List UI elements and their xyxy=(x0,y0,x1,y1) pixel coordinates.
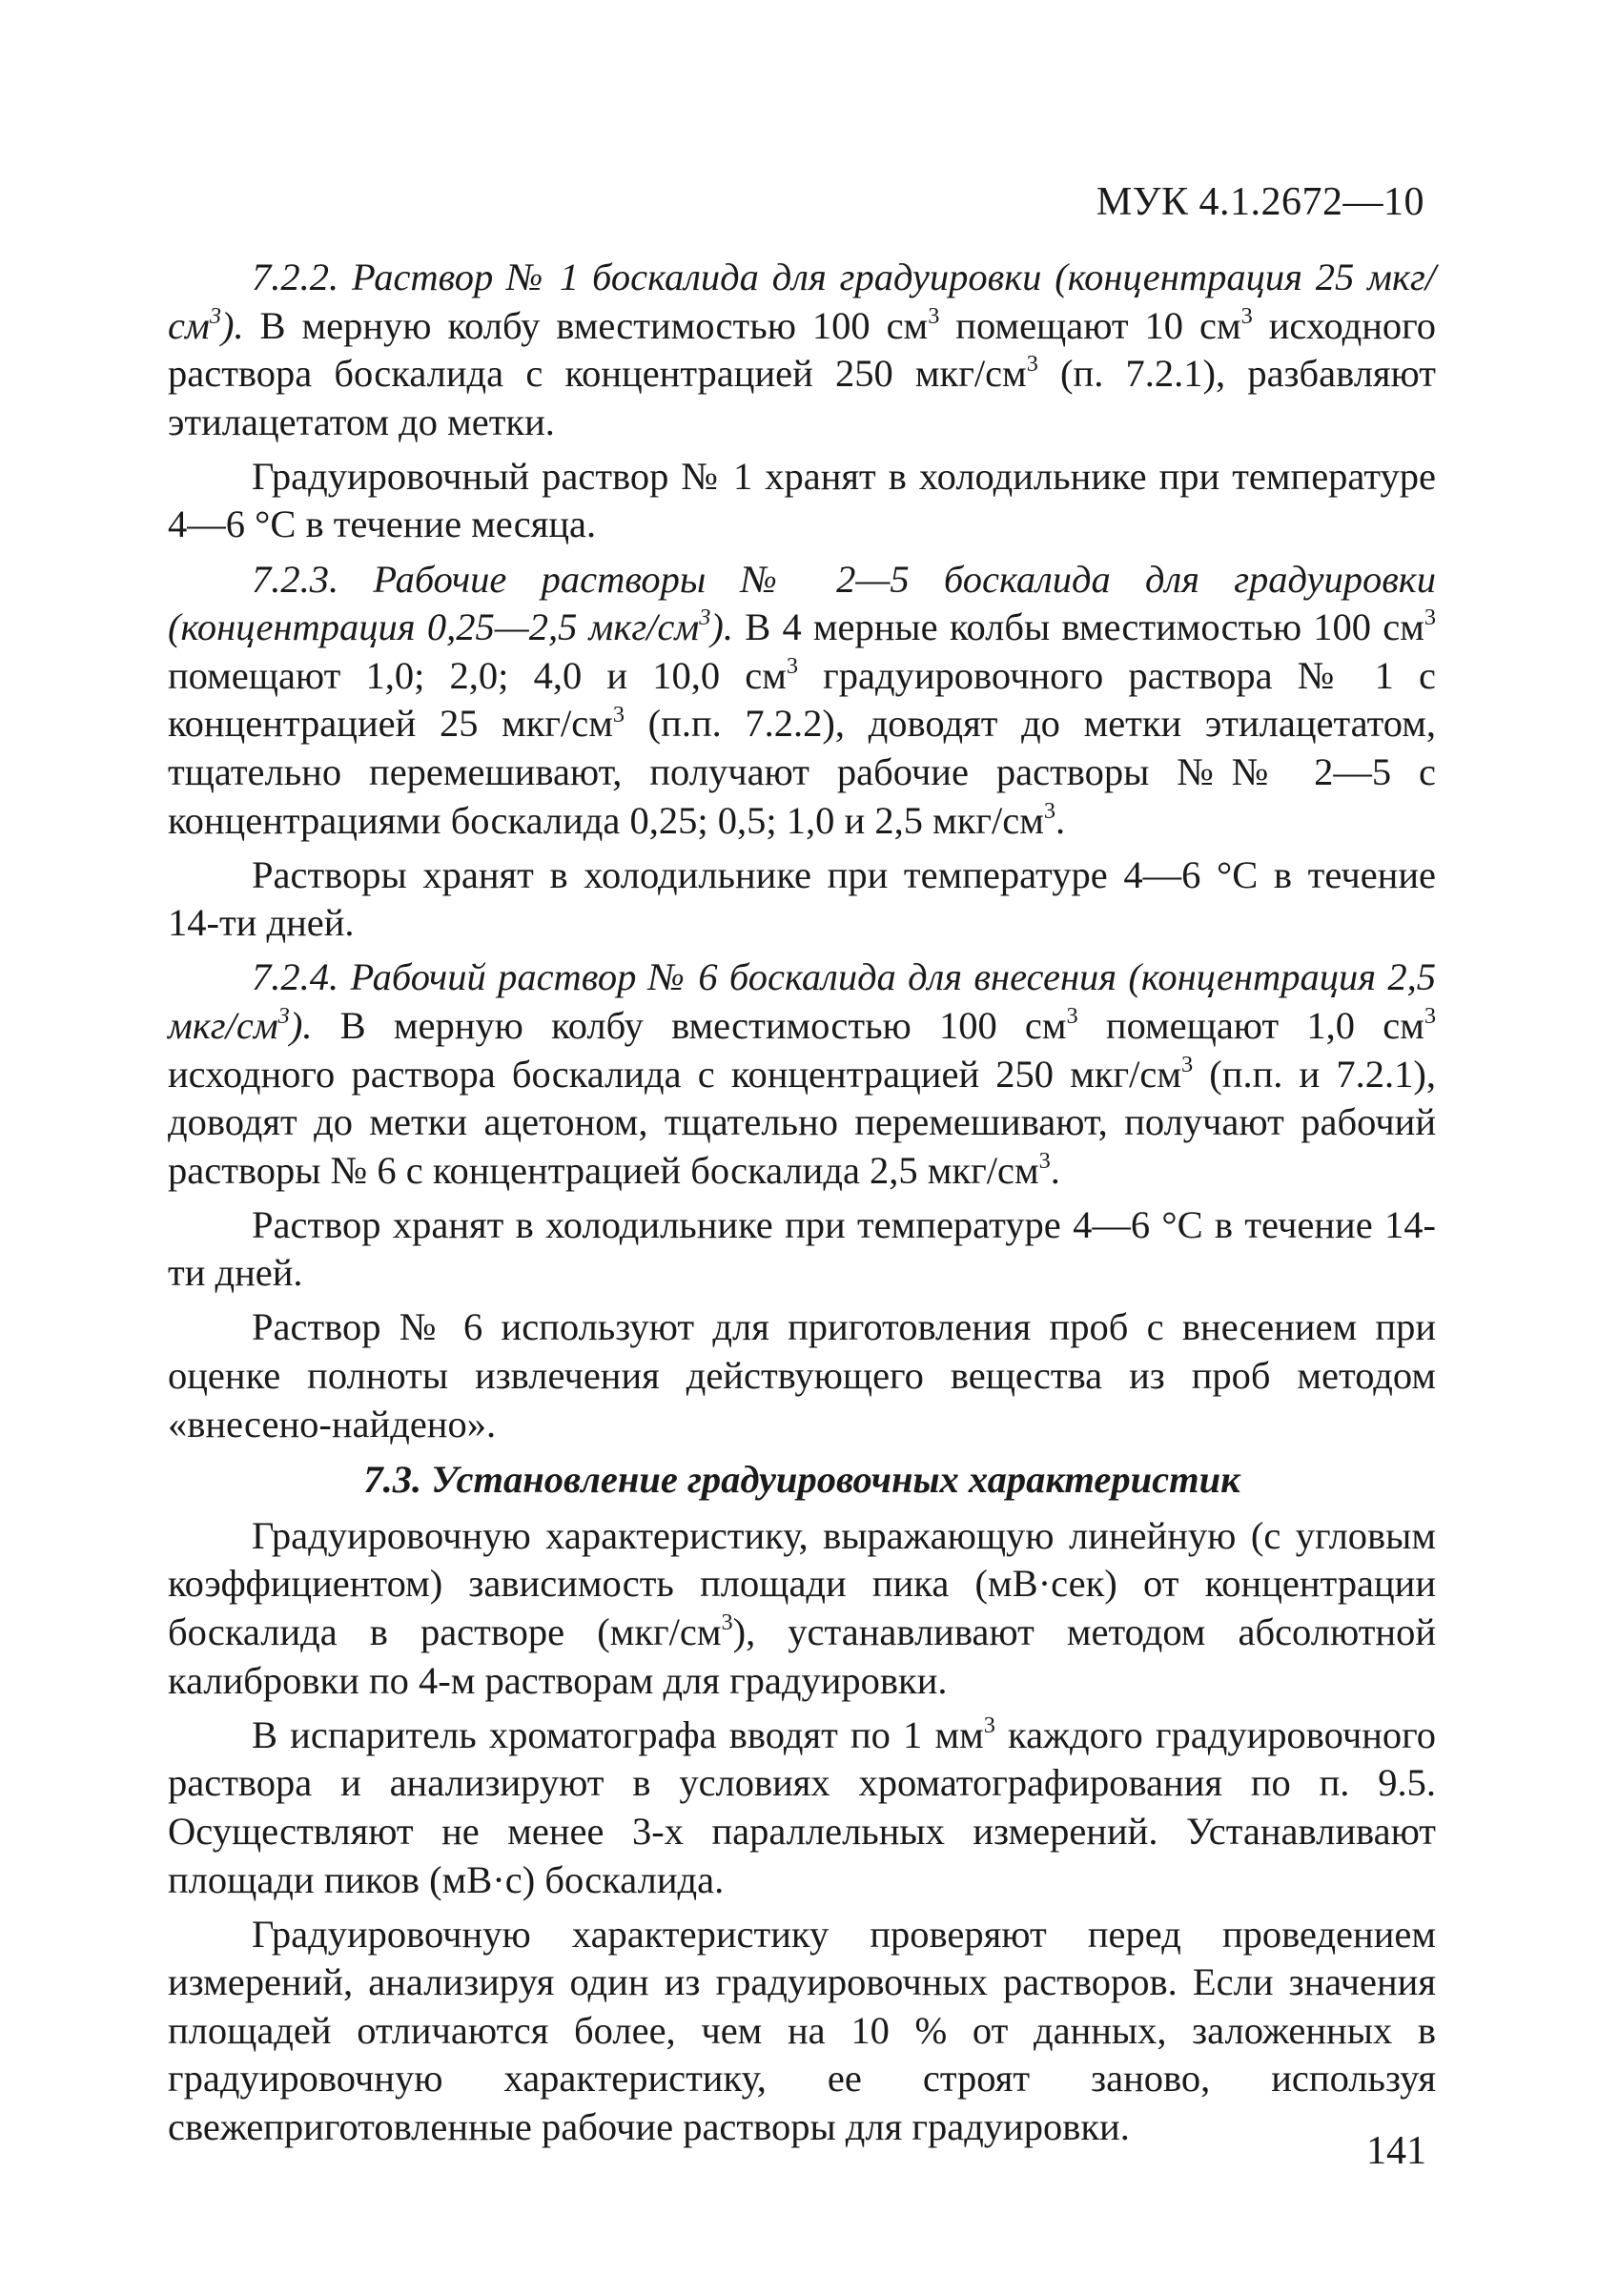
superscript: 3 xyxy=(721,1609,733,1636)
text-run: В 4 мерные колбы вместимостью 100 см xyxy=(733,605,1424,649)
superscript: 3 xyxy=(699,605,711,631)
superscript: 3 xyxy=(1180,1051,1194,1077)
superscript: 3 xyxy=(277,1003,290,1030)
paragraph-verification: Градуировочную характеристику проверяют перед проведением измерений, анализируя один из градуировочных растворов. Если значения площадей отличаются более, чем на 10 % от данных, заложенных в градуировочную характеристику, ее строят заново, используя свежеприготовленные рабочие растворы для градуировки. xyxy=(168,1912,1436,2148)
section-heading-7-3 xyxy=(168,1456,1436,1505)
text-run: В мерную колбу вместимостью 100 см xyxy=(243,303,929,347)
text-run: В мерную колбу вместимостью 100 см xyxy=(312,1003,1067,1047)
superscript: 3 xyxy=(1240,302,1253,329)
paragraph-storage-3: Раствор хранят в холодильнике при температуре 4—6 °С в течение 14-ти дней. xyxy=(168,1202,1436,1295)
superscript: 3 xyxy=(786,652,798,679)
paragraph-7-2-2 xyxy=(168,254,1436,446)
subsection-number: 7.2.3. xyxy=(252,557,339,601)
text-run: . xyxy=(1055,798,1066,842)
paragraph-injection xyxy=(168,1712,1436,1904)
text-run: помещают 1,0; 2,0; 4,0 и 10,0 см xyxy=(168,653,787,697)
superscript: 3 xyxy=(983,1712,995,1738)
subsection-number: 7.2.4. xyxy=(252,955,339,999)
page-number: 141 xyxy=(1366,2129,1426,2173)
paragraph-characteristic xyxy=(168,1512,1436,1705)
text-run: ), устанавливают методом абсолютной калибровки по 4-м растворам для градуировки. xyxy=(168,1610,1436,1702)
text-run: каждого градуировочного раствора и анализируют в условиях хроматографирования по п. 9.5. Осуществляют не менее 3-х параллельных измерений. Устанавливают площади пиков (мВ·с) боскалида. xyxy=(168,1712,1436,1901)
paragraph-7-2-3 xyxy=(168,556,1436,846)
subsection-title: Рабочий раствор № 6 боскалида для внесения (концентрация 2,5 мкг/см xyxy=(168,955,1437,1047)
subsection-title-end: ). xyxy=(710,605,734,649)
text-run: исходного раствора боскалида с концентрацией 250 мкг/см xyxy=(168,1052,1181,1096)
superscript: 3 xyxy=(1424,605,1436,631)
superscript: 3 xyxy=(1424,1003,1436,1030)
subsection-title-end: ). xyxy=(289,1003,313,1047)
text-run: помещают 1,0 см xyxy=(1077,1003,1424,1047)
superscript: 3 xyxy=(1066,1003,1078,1030)
document-code: МУК 4.1.2672—10 xyxy=(1096,180,1424,224)
superscript: 3 xyxy=(1043,797,1055,824)
section-title: 7.3. Установление градуировочных характеристик xyxy=(363,1458,1240,1502)
text-run: исходного раствора боскалида с концентрацией 250 мкг/см xyxy=(168,303,1436,396)
paragraph-7-2-4 xyxy=(168,953,1436,1195)
subsection-title: Рабочие растворы № 2—5 боскалида для градуировки (концентрация 0,25—2,5 мкг/см xyxy=(168,557,1437,649)
superscript: 3 xyxy=(1038,1147,1051,1174)
text-run: . xyxy=(1050,1148,1060,1192)
superscript: 3 xyxy=(209,302,221,329)
paragraph-storage-2: Растворы хранят в холодильнике при температуре 4—6 °С в течение 14-ти дней. xyxy=(168,852,1436,945)
document-body xyxy=(168,254,1436,2158)
superscript: 3 xyxy=(1026,351,1038,378)
text-run: градуировочного раствора № 1 с концентрацией 25 мкг/см xyxy=(168,653,1436,746)
subsection-number: 7.2.2. xyxy=(252,256,339,298)
text-run: помещают 10 см xyxy=(939,303,1241,347)
text-run: В испаритель хроматографа вводят по 1 мм xyxy=(252,1712,984,1756)
paragraph-storage-1: Градуировочный раствор № 1 хранят в холодильнике при температуре 4—6 °С в течение месяца. xyxy=(168,454,1436,546)
text-run: (п. 7.2.1), разбавляют этилацетатом до метки. xyxy=(168,352,1436,443)
paragraph-usage: Раствор № 6 используют для приготовления проб с внесением при оценке полноты извлечения действующего вещества из проб методом «внесено-найдено». xyxy=(168,1305,1436,1445)
superscript: 3 xyxy=(928,302,940,329)
text-run: (п.п. и 7.2.1), доводят до метки ацетоном, тщательно перемешивают, получают рабочий растворы № 6 с концентрацией боскалида 2,5 мкг/см xyxy=(168,1052,1437,1192)
subsection-title-end: ). xyxy=(220,303,244,347)
text-run: Градуировочную характеристику, выражающую линейную (с угловым коэффициентом) зависимость площади пика (мВ·сек) от концентрации боскалида в растворе (мкг/см xyxy=(168,1513,1436,1654)
superscript: 3 xyxy=(612,701,625,728)
subsection-title: Раствор № 1 боскалида для градуировки (концентрация 25 мкг/см xyxy=(168,256,1436,347)
text-run: (п.п. 7.2.2), доводят до метки этилацетатом, тщательно перемешивают, получают рабочие растворы №№ 2—5 с концентрациями боскалида 0,25; 0,5; 1,0 и 2,5 мкг/см xyxy=(168,702,1436,842)
